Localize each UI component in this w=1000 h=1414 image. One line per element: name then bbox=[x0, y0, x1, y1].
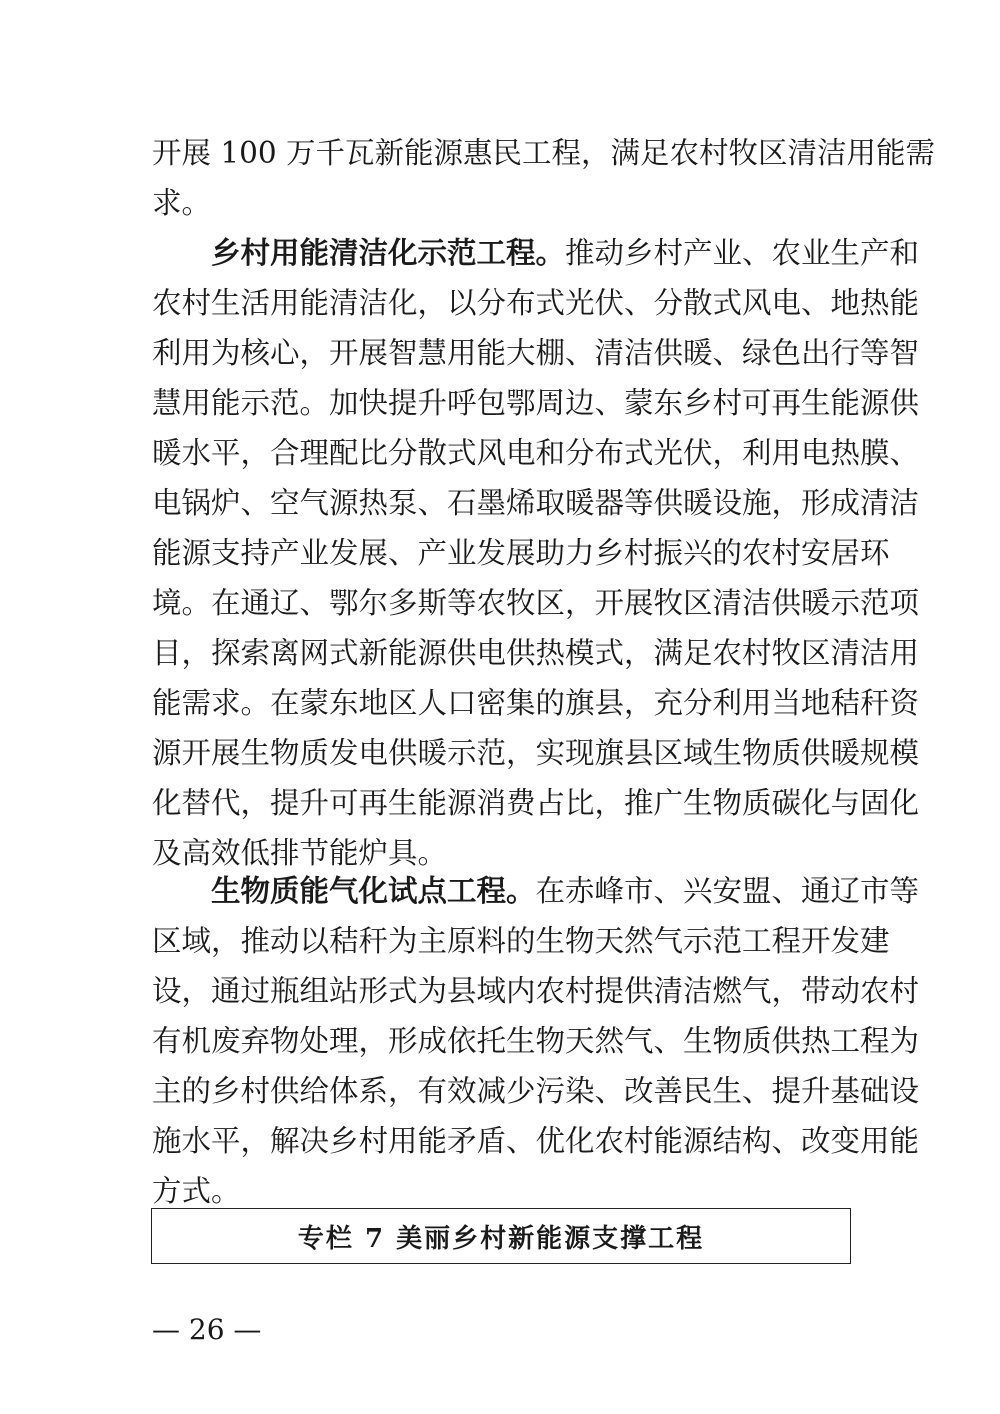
column-box bbox=[151, 1208, 851, 1264]
body-line-5: 利用为核心，开展智慧用能大棚、清洁供暖、绿色出行等智 bbox=[152, 336, 920, 370]
body-line-15: 及高效低排节能炉具。 bbox=[152, 836, 448, 870]
page-number: — 26 — bbox=[152, 1313, 262, 1346]
paragraph-heading: 生物质能气化试点工程。 bbox=[211, 873, 536, 908]
body-line-11: 目，探索离网式新能源供电供热模式，满足农村牧区清洁用 bbox=[152, 636, 920, 670]
body-line-18: 设，通过瓶组站形式为县域内农村提供清洁燃气，带动农村 bbox=[152, 974, 920, 1008]
body-line-4: 农村生活用能清洁化，以分布式光伏、分散式风电、地热能 bbox=[152, 286, 920, 320]
column-box-title: 专栏 7 美丽乡村新能源支撑工程 bbox=[297, 1223, 705, 1254]
body-line-17: 区域，推动以秸秆为主原料的生物天然气示范工程开发建 bbox=[152, 924, 890, 958]
body-line-1: 开展 100 万千瓦新能源惠民工程，满足农村牧区清洁用能需 bbox=[152, 136, 936, 170]
body-line-13: 源开展生物质发电供暖示范，实现旗县区域生物质供暖规模 bbox=[152, 736, 920, 770]
body-line-20: 主的乡村供给体系，有效减少污染、改善民生、提升基础设 bbox=[152, 1074, 920, 1108]
body-line-19: 有机废弃物处理，形成依托生物天然气、生物质供热工程为 bbox=[152, 1024, 920, 1058]
paragraph-heading-line bbox=[211, 233, 920, 273]
body-line-8: 电锅炉、空气源热泵、石墨烯取暖器等供暖设施，形成清洁 bbox=[152, 486, 920, 520]
paragraph-lead-text: 推动乡村产业、农业生产和 bbox=[565, 236, 920, 270]
paragraph-lead-text: 在赤峰市、兴安盟、通辽市等 bbox=[535, 874, 920, 908]
body-line-2: 求。 bbox=[152, 186, 212, 220]
body-line-21: 施水平，解决乡村用能矛盾、优化农村能源结构、改变用能 bbox=[152, 1124, 920, 1158]
body-line-9: 能源支持产业发展、产业发展助力乡村振兴的农村安居环 bbox=[152, 536, 890, 570]
body-line-7: 暖水平，合理配比分散式风电和分布式光伏，利用电热膜、 bbox=[152, 436, 920, 470]
body-line-12: 能需求。在蒙东地区人口密集的旗县，充分利用当地秸秆资 bbox=[152, 686, 920, 720]
body-line-10: 境。在通辽、鄂尔多斯等农牧区，开展牧区清洁供暖示范项 bbox=[152, 586, 920, 620]
body-line-6: 慧用能示范。加快提升呼包鄂周边、蒙东乡村可再生能源供 bbox=[152, 386, 920, 420]
paragraph-heading: 乡村用能清洁化示范工程。 bbox=[211, 235, 566, 270]
body-line-14: 化替代，提升可再生能源消费占比，推广生物质碳化与固化 bbox=[152, 786, 920, 820]
body-line-22: 方式。 bbox=[152, 1174, 241, 1208]
paragraph-heading-line bbox=[211, 871, 920, 911]
